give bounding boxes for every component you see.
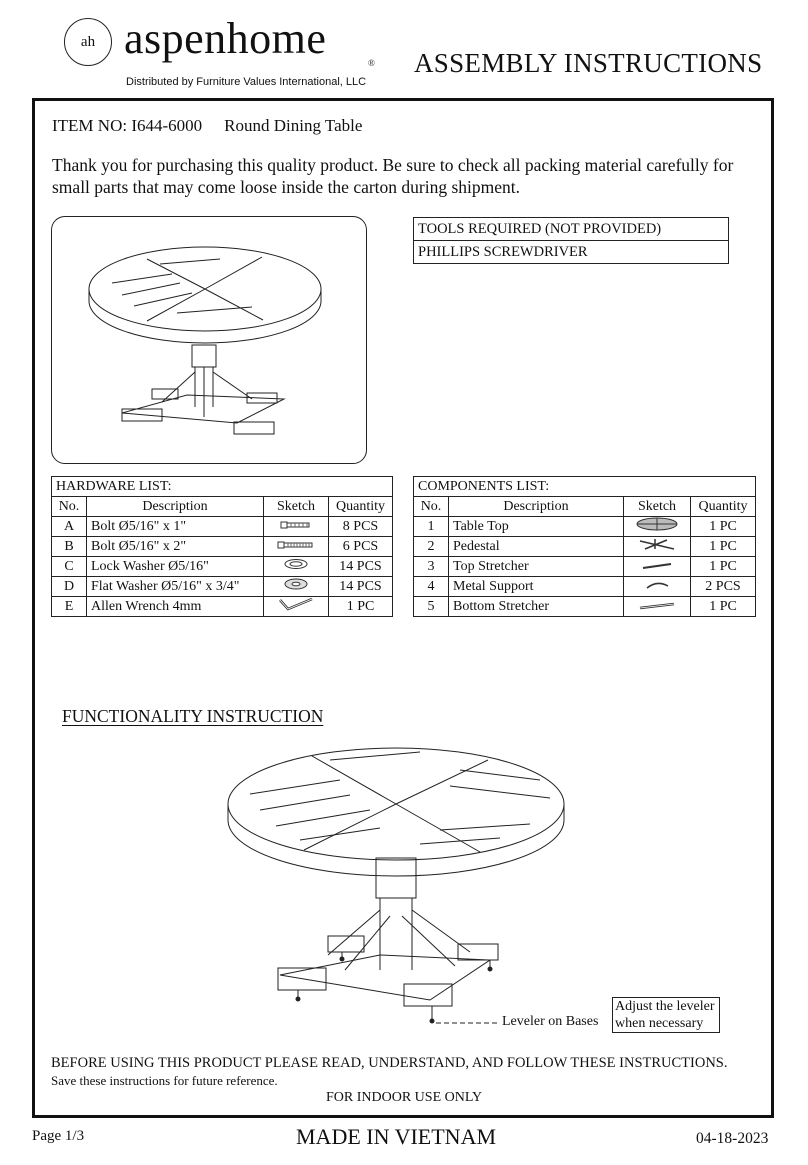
comp-qty: 1 PC (691, 557, 756, 577)
item-line (52, 116, 384, 136)
comp-col-description: Description (449, 497, 624, 517)
brand-name: aspenhome (124, 14, 327, 63)
hardware-title: HARDWARE LIST: (52, 477, 393, 497)
table-row (414, 557, 756, 577)
hw-desc: Allen Wrench 4mm (87, 597, 264, 617)
table-row (52, 597, 393, 617)
comp-no: 2 (414, 537, 449, 557)
flat-washer-icon (264, 577, 329, 597)
comp-desc: Table Top (449, 517, 624, 537)
comp-col-sketch: Sketch (624, 497, 691, 517)
made-in: MADE IN VIETNAM (296, 1124, 497, 1149)
intro-paragraph: Thank you for purchasing this quality product. Be sure to check all packing material carefully for small parts that may come loose inside the carton during shipment. (52, 155, 734, 197)
item-name: Round Dining Table (224, 116, 363, 135)
table-row (52, 557, 393, 577)
comp-no: 3 (414, 557, 449, 577)
hw-no: D (52, 577, 87, 597)
comp-no: 1 (414, 517, 449, 537)
page-number: Page 1/3 (32, 1128, 85, 1144)
warning-text: BEFORE USING THIS PRODUCT PLEASE READ, UNDERSTAND, AND FOLLOW THESE INSTRUCTIONS. (51, 1055, 728, 1071)
comp-qty: 1 PC (691, 597, 756, 617)
comp-no: 4 (414, 577, 449, 597)
table-row (414, 537, 756, 557)
tool-item: PHILLIPS SCREWDRIVER (414, 241, 729, 264)
bottom-stretcher-icon (624, 597, 691, 617)
hw-desc: Lock Washer Ø5/16" (87, 557, 264, 577)
comp-desc: Bottom Stretcher (449, 597, 624, 617)
table-row (52, 577, 393, 597)
hw-col-quantity: Quantity (329, 497, 393, 517)
table-illustration-small (52, 217, 368, 465)
components-title: COMPONENTS LIST: (414, 477, 756, 497)
allen-wrench-icon (264, 597, 329, 617)
top-stretcher-icon (624, 557, 691, 577)
adjust-note-line2: when necessary (615, 1016, 704, 1031)
adjust-leveler-note (612, 997, 720, 1033)
hw-col-description: Description (87, 497, 264, 517)
tools-table (413, 217, 729, 264)
tools-header: TOOLS REQUIRED (NOT PROVIDED) (414, 218, 729, 241)
lock-washer-icon (264, 557, 329, 577)
comp-no: 5 (414, 597, 449, 617)
hw-desc: Bolt Ø5/16" x 1" (87, 517, 264, 537)
table-illustration-large (220, 740, 570, 1040)
hw-no: B (52, 537, 87, 557)
document-title: ASSEMBLY INSTRUCTIONS (414, 48, 763, 78)
leveler-label: Leveler on Bases (502, 1014, 599, 1029)
comp-qty: 1 PC (691, 537, 756, 557)
hw-desc: Bolt Ø5/16" x 2" (87, 537, 264, 557)
hw-col-no: No. (52, 497, 87, 517)
hw-qty: 6 PCS (329, 537, 393, 557)
hw-no: C (52, 557, 87, 577)
hw-no: A (52, 517, 87, 537)
distributor-line: Distributed by Furniture Values International, LLC (126, 76, 367, 88)
document-date: 04-18-2023 (696, 1130, 769, 1147)
item-number: ITEM NO: I644-6000 (52, 116, 203, 135)
hw-qty: 14 PCS (329, 557, 393, 577)
table-row (414, 517, 756, 537)
hw-no: E (52, 597, 87, 617)
table-top-icon (624, 517, 691, 537)
metal-support-icon (624, 577, 691, 597)
hw-qty: 8 PCS (329, 517, 393, 537)
indoor-use-note: FOR INDOOR USE ONLY (326, 1090, 483, 1105)
registered-mark: ® (368, 58, 375, 68)
components-table (413, 476, 756, 617)
comp-qty: 2 PCS (691, 577, 756, 597)
comp-qty: 1 PC (691, 517, 756, 537)
brand-logo-mark: ah (64, 18, 112, 66)
hw-col-sketch: Sketch (264, 497, 329, 517)
table-row (52, 537, 393, 557)
hw-desc: Flat Washer Ø5/16" x 3/4" (87, 577, 264, 597)
product-image-frame (51, 216, 367, 464)
short-bolt-icon (264, 517, 329, 537)
table-row (414, 597, 756, 617)
pedestal-icon (624, 537, 691, 557)
hardware-table (51, 476, 393, 617)
hw-qty: 14 PCS (329, 577, 393, 597)
save-note: Save these instructions for future reference. (51, 1073, 278, 1088)
comp-col-no: No. (414, 497, 449, 517)
adjust-note-line1: Adjust the leveler (615, 999, 715, 1014)
comp-desc: Top Stretcher (449, 557, 624, 577)
table-row (52, 517, 393, 537)
hw-qty: 1 PC (329, 597, 393, 617)
table-row (414, 577, 756, 597)
functionality-title: FUNCTIONALITY INSTRUCTION (62, 706, 324, 726)
comp-col-quantity: Quantity (691, 497, 756, 517)
comp-desc: Metal Support (449, 577, 624, 597)
long-bolt-icon (264, 537, 329, 557)
comp-desc: Pedestal (449, 537, 624, 557)
